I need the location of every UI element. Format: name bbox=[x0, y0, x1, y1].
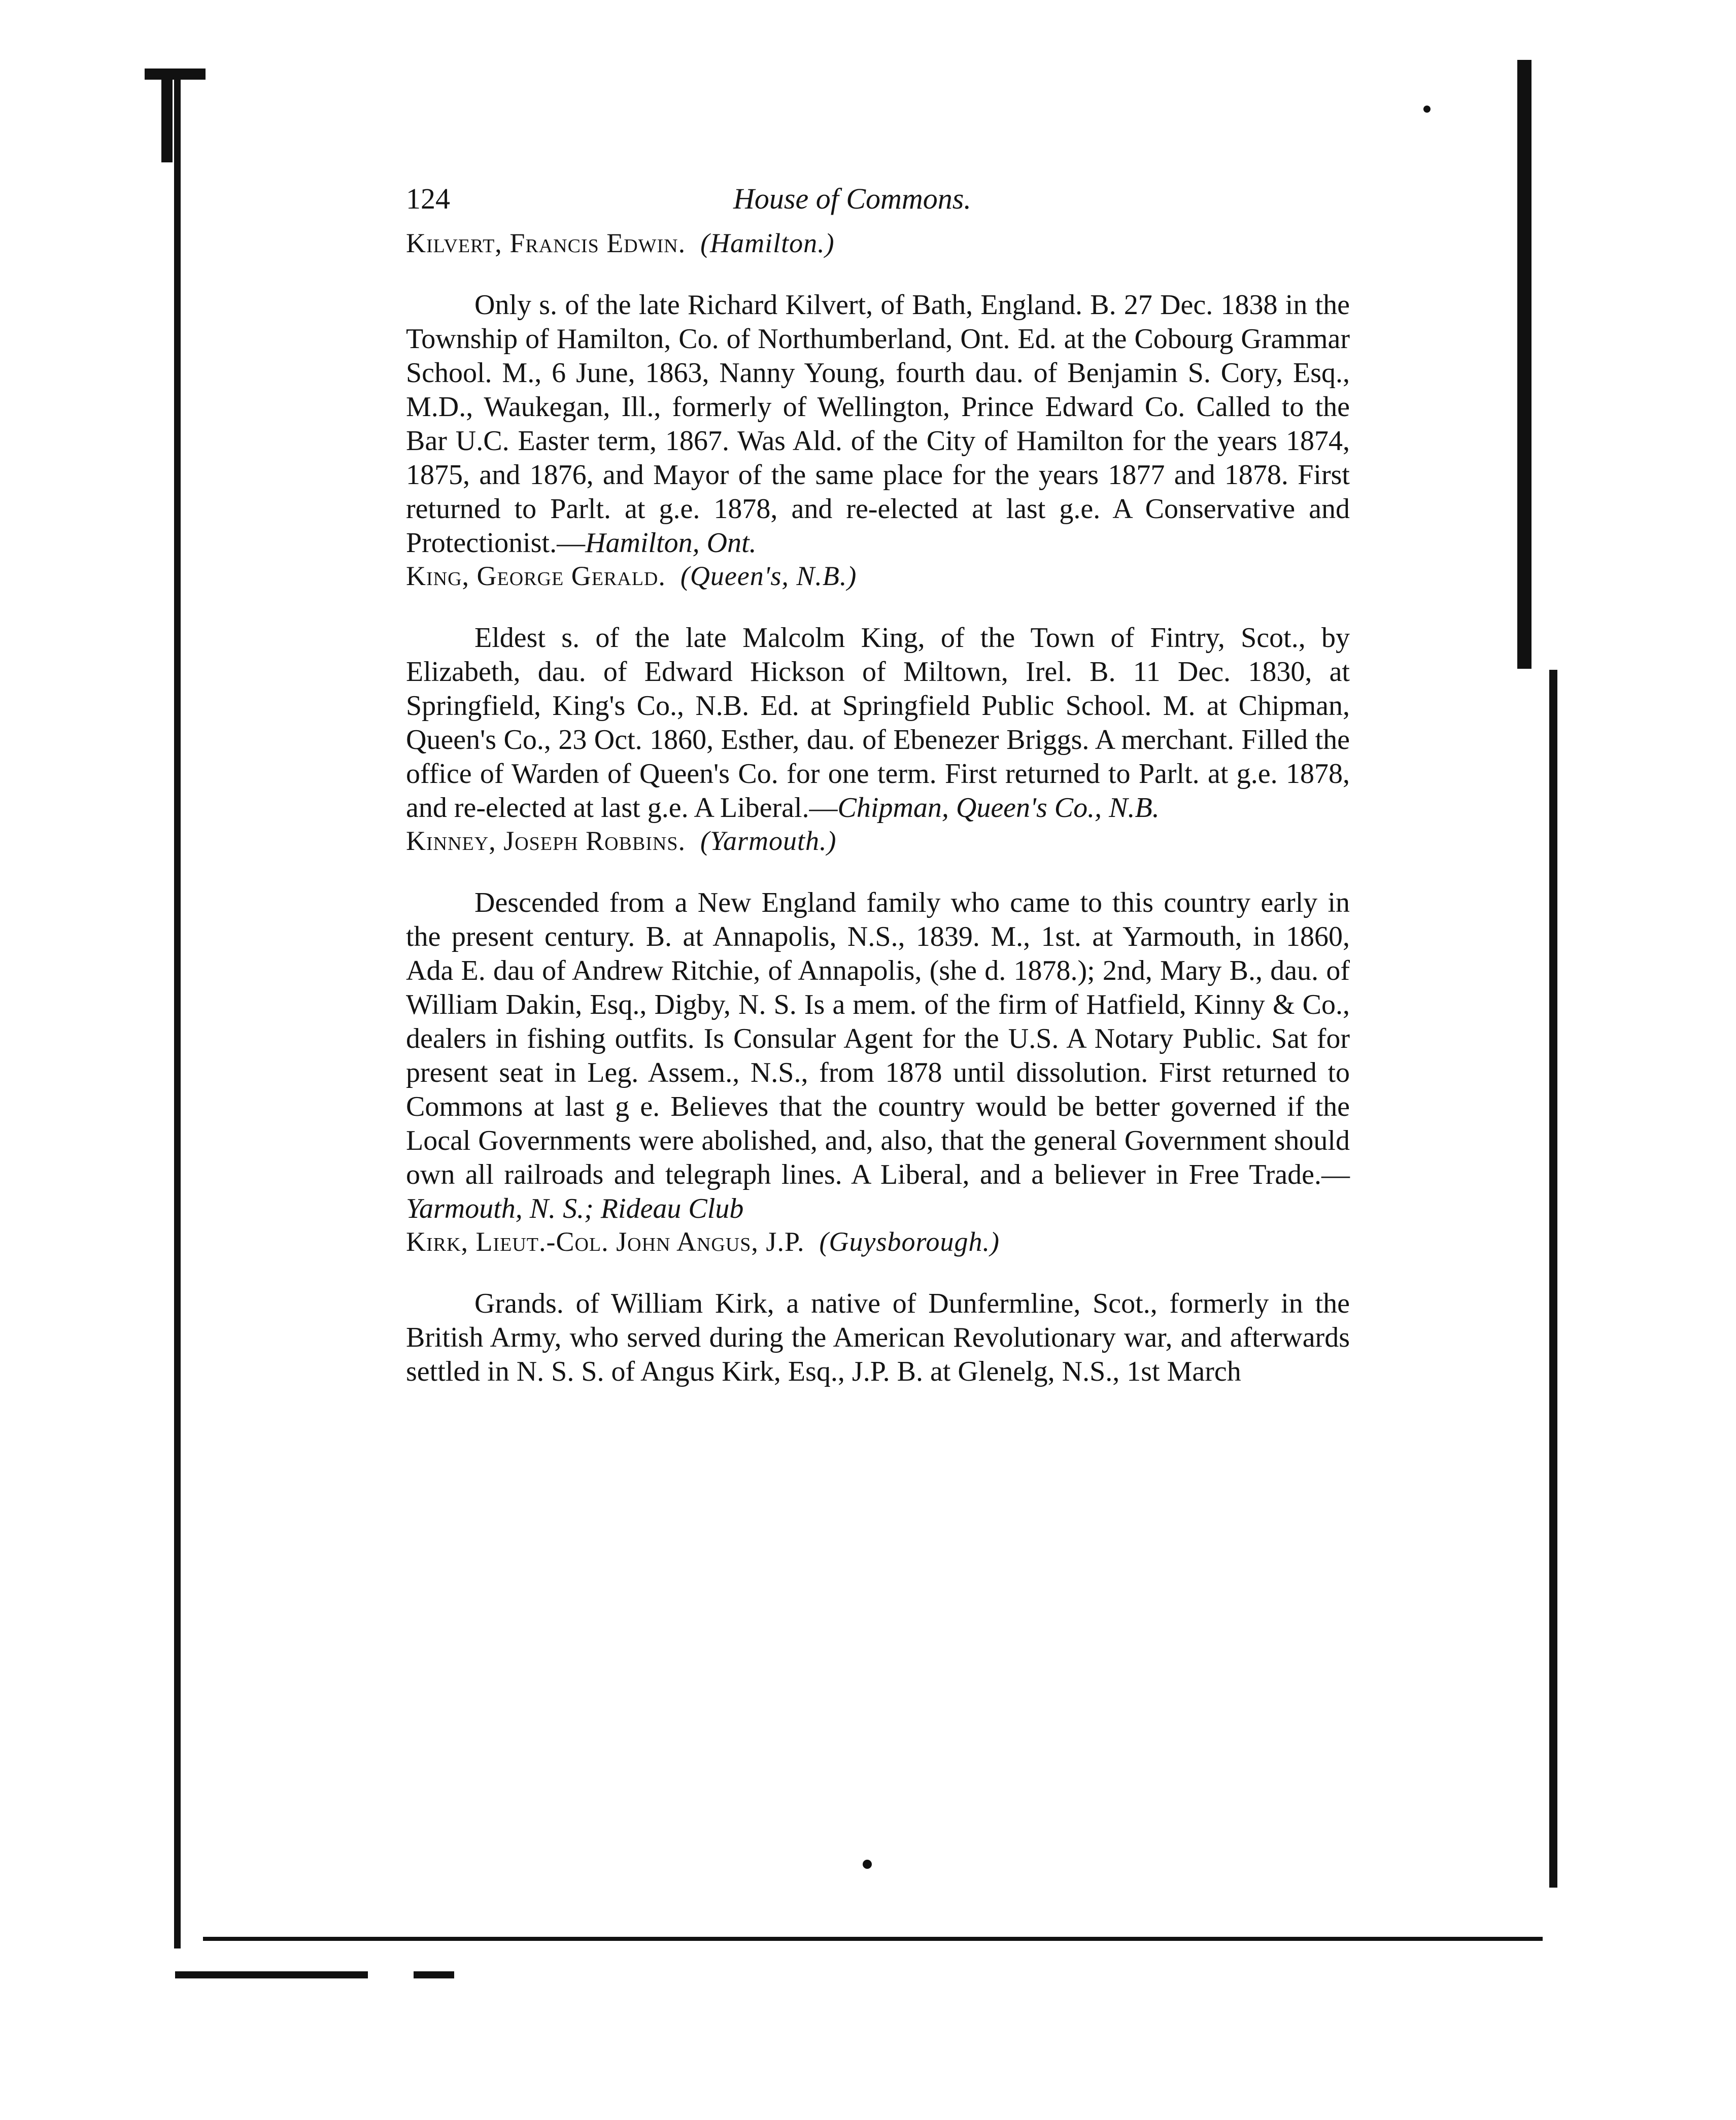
right-border-line bbox=[1549, 670, 1557, 1888]
ink-speck bbox=[1550, 1801, 1557, 1819]
bottom-border-line bbox=[203, 1937, 1543, 1941]
entry-residence: Chipman, Queen's Co., N.B. bbox=[837, 792, 1160, 824]
entry-heading bbox=[406, 1226, 1350, 1257]
page-number: 124 bbox=[406, 182, 450, 215]
page-content bbox=[406, 182, 1350, 1389]
bottom-edge-smudge-mid bbox=[414, 1971, 454, 1978]
entry-biography bbox=[406, 621, 1350, 825]
left-border-line bbox=[174, 71, 181, 1948]
entry-residence: Hamilton, Ont. bbox=[585, 527, 757, 559]
entry-constituency: (Queen's, N.B.) bbox=[680, 561, 857, 591]
entry-surname: King, bbox=[406, 561, 470, 591]
right-border-top bbox=[1517, 60, 1531, 669]
bottom-edge-smudge-left bbox=[175, 1971, 368, 1978]
entry-biography bbox=[406, 1287, 1350, 1389]
ink-speck bbox=[863, 1860, 872, 1869]
entry-constituency: (Guysborough.) bbox=[819, 1226, 1000, 1257]
entry-body-text: Descended from a New England family who came to this country early in the present century. B. at Annapolis, N.S., 1839. M., 1st. at Yarmouth, in 1860, Ada E. dau of Andrew Ritchie, of Annapolis, (she d. 1878.); 2nd, Mary B., dau. of William Dakin, Esq., Digby, N. S. Is a mem. of the firm of Hatfield, Kinny & Co., dealers in fishing outfits. Is Consular Agent for the U.S. A Notary Public. Sat for present seat in Leg. Assem., N.S., from 1878 until dissolution. First returned to Commons at last g e. Believes that the country would be better governed if the Local Governments were abolished, and, also, that the general Government should own all railroads and telegraph lines. A Liberal, and a believer in Free Trade.— bbox=[406, 887, 1350, 1190]
ink-speck bbox=[1423, 106, 1431, 113]
entry-given-names: George Gerald. bbox=[476, 561, 666, 591]
entry-kilvert bbox=[406, 227, 1350, 560]
entry-constituency: (Hamilton.) bbox=[700, 228, 835, 258]
entry-body-text: Only s. of the late Richard Kilvert, of Bath, England. B. 27 Dec. 1838 in the Township of Hamilton, Co. of Northumberland, Ont. Ed. at the Cobourg Grammar School. M., 6 June, 1863, Nanny Young, fourth dau. of Benjamin S. Cory, Esq., M.D., Waukegan, Ill., formerly of Wellington, Prince Edward Co. Called to the Bar U.C. Easter term, 1867. Was Ald. of the City of Hamilton for the years 1874, 1875, and 1876, and Mayor of the same place for the years 1877 and 1878. First returned to Parlt. at g.e. 1878, and re-elected at last g.e. A Conservative and Protectionist.— bbox=[406, 289, 1350, 559]
entry-heading bbox=[406, 560, 1350, 592]
entry-surname: Kirk, bbox=[406, 1226, 468, 1257]
entry-biography bbox=[406, 288, 1350, 560]
entry-surname: Kinney, bbox=[406, 826, 496, 856]
entry-given-names: Lieut.-Col. John Angus, J.P. bbox=[475, 1226, 805, 1257]
entry-residence: Yarmouth, N. S.; Rideau Club bbox=[406, 1193, 744, 1224]
left-border-stub bbox=[161, 76, 173, 162]
entry-surname: Kilvert, bbox=[406, 228, 502, 258]
entry-body-text: Eldest s. of the late Malcolm King, of the Town of Fintry, Scot., by Elizabeth, dau. of Edward Hickson of Miltown, Irel. B. 11 Dec. 1830, at Springfield, King's Co., N.B. Ed. at Springfield Public School. M. at Chipman, Queen's Co., 23 Oct. 1860, Esther, dau. of Ebenezer Briggs. A merchant. Filled the office of Warden of Queen's Co. for one term. First returned to Parlt. at g.e. 1878, and re-elected at last g.e. A Liberal.— bbox=[406, 622, 1350, 824]
entry-kirk bbox=[406, 1226, 1350, 1389]
entry-heading bbox=[406, 227, 1350, 259]
entry-given-names: Francis Edwin. bbox=[509, 228, 686, 258]
entry-kinney bbox=[406, 825, 1350, 1226]
entry-given-names: Joseph Robbins. bbox=[503, 826, 686, 856]
running-title: House of Commons. bbox=[733, 182, 971, 215]
entry-body-text: Grands. of William Kirk, a native of Dunfermline, Scot., formerly in the British Army, who served during the American Revolutionary war, and afterwards settled in N. S. S. of Angus Kirk, Esq., J.P. B. at Glenelg, N.S., 1st March bbox=[406, 1288, 1350, 1387]
left-border-cap bbox=[145, 69, 206, 80]
page-header bbox=[406, 182, 1350, 227]
entry-constituency: (Yarmouth.) bbox=[700, 826, 837, 856]
entry-biography bbox=[406, 886, 1350, 1226]
entry-king bbox=[406, 560, 1350, 825]
entry-heading bbox=[406, 825, 1350, 857]
